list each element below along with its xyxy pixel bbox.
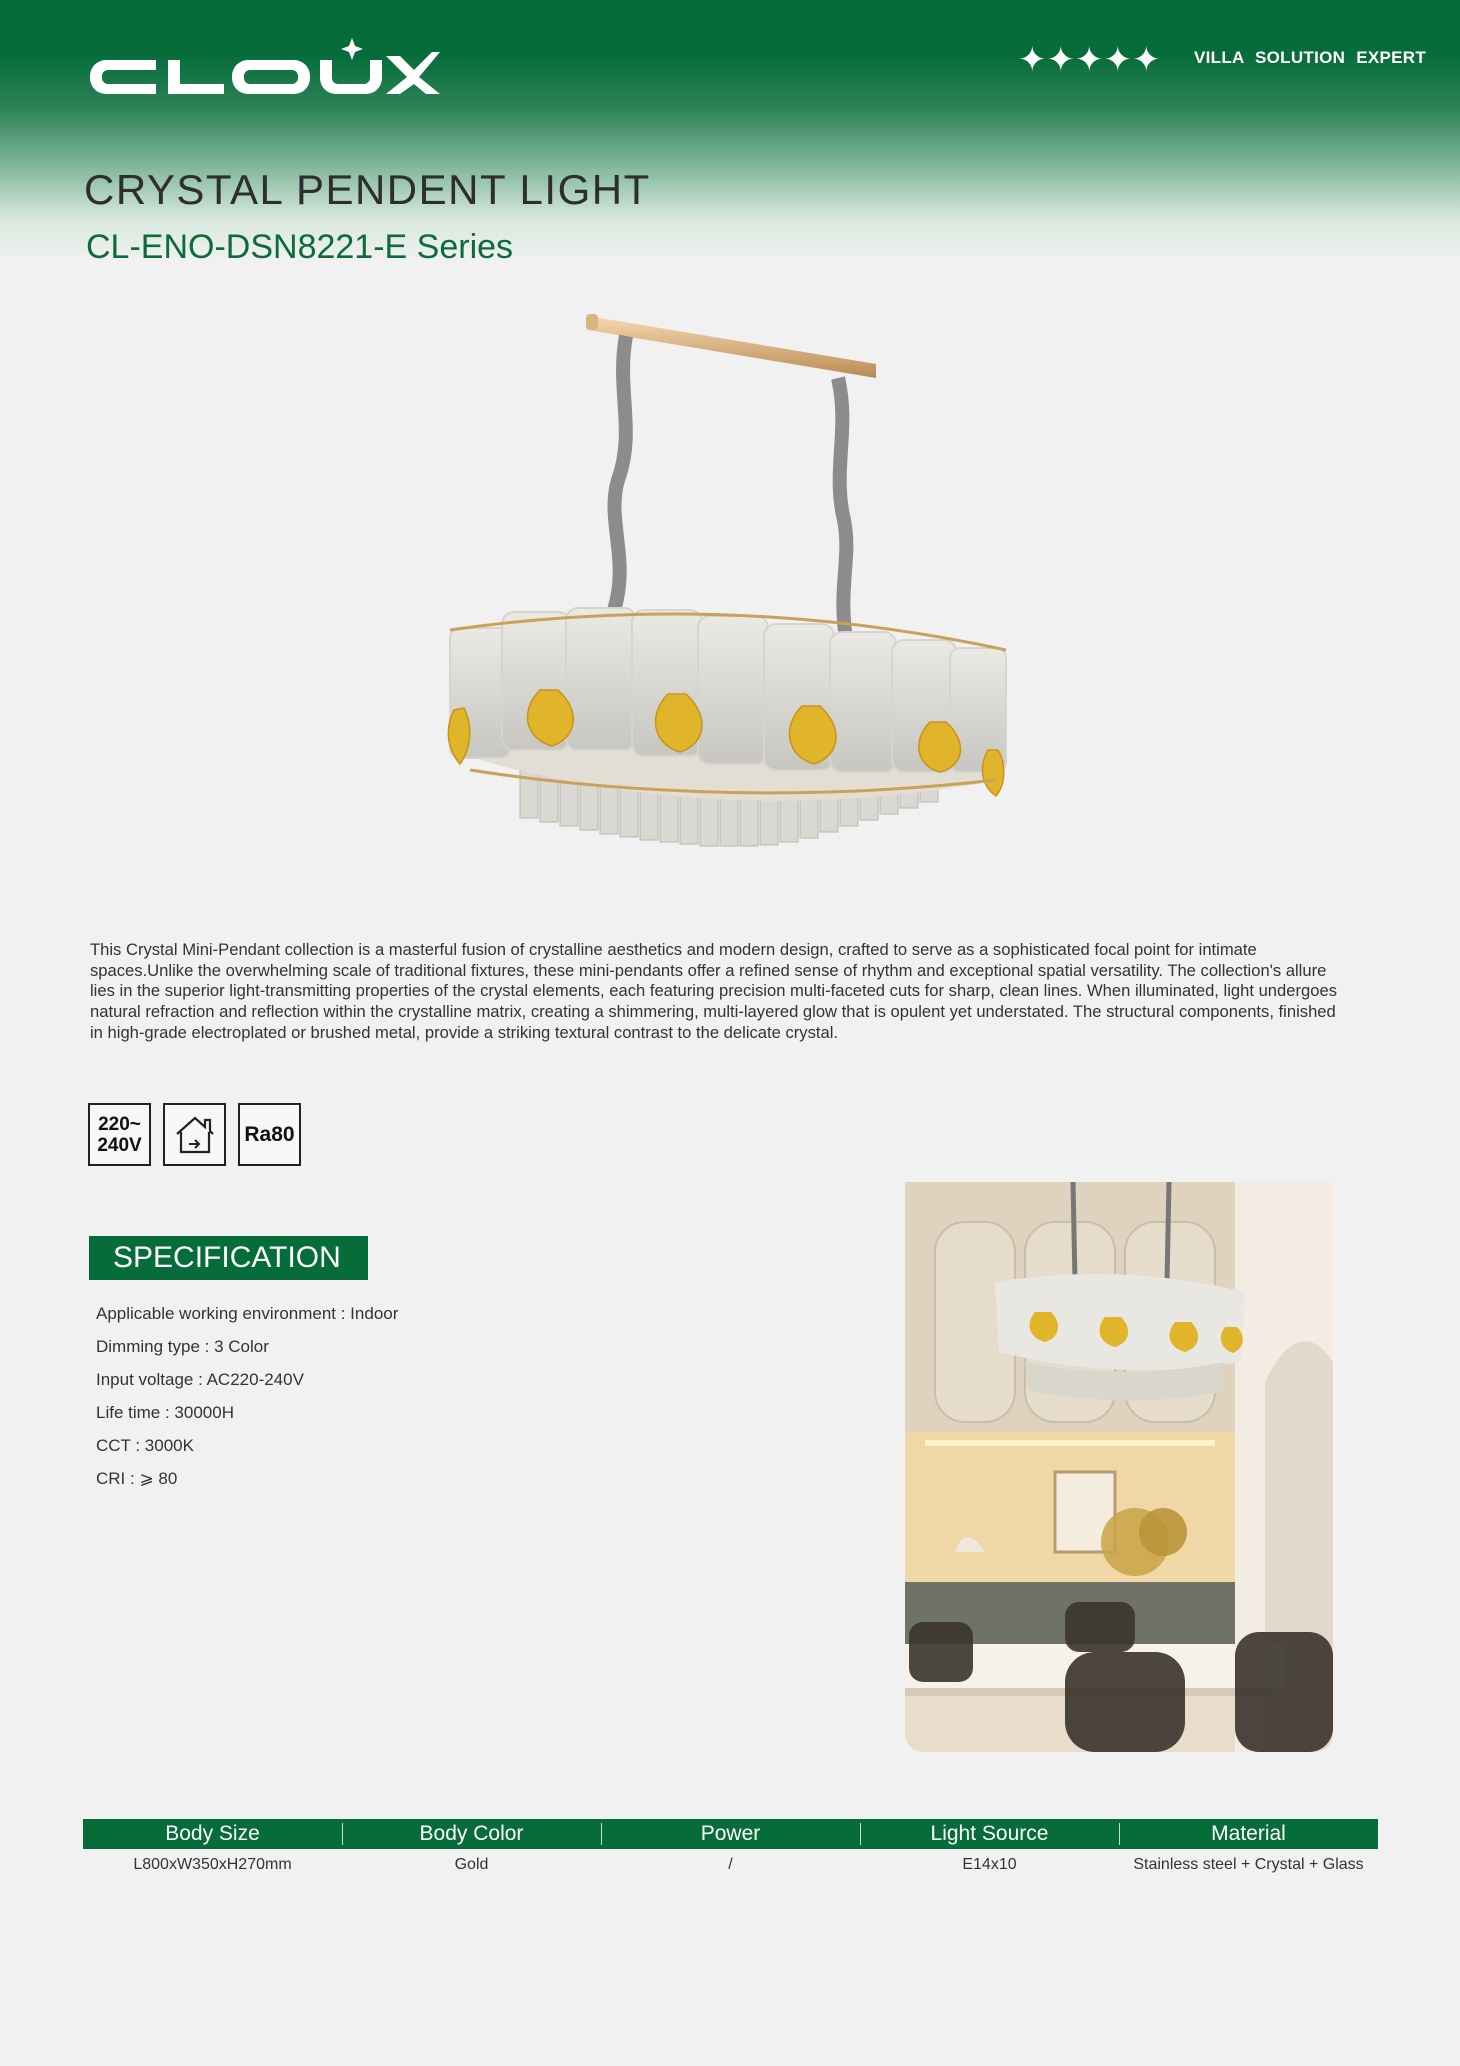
header-power: Power [601, 1819, 860, 1849]
spec-item-dimming: Dimming type : 3 Color [96, 1337, 269, 1356]
spec-item-cct: CCT : 3000K [96, 1436, 194, 1455]
application-photo [905, 1182, 1333, 1752]
spec-table-header [83, 1819, 1378, 1849]
specification-heading: SPECIFICATION [89, 1236, 368, 1280]
brand-tagline: VILLA SOLUTION EXPERT [1194, 48, 1427, 67]
rating-stars: ✦✦✦✦✦ [1018, 41, 1161, 79]
indoor-badge [163, 1103, 226, 1166]
header-body-color: Body Color [342, 1819, 601, 1849]
header-material: Material [1119, 1819, 1378, 1849]
table-row [83, 1856, 1378, 1874]
indoor-house-icon [171, 1112, 219, 1158]
value-body-color: Gold [454, 1856, 489, 1873]
cloux-logo-icon [82, 38, 442, 104]
series-name: CL-ENO-DSN8221-E Series [86, 228, 514, 266]
spec-item-lifetime: Life time : 30000H [96, 1403, 234, 1422]
header-body-size: Body Size [165, 1822, 260, 1845]
chandelier-icon [440, 310, 1020, 870]
value-power: / [728, 1856, 733, 1873]
voltage-line-1: 220~ [98, 1113, 141, 1135]
voltage-badge [88, 1103, 151, 1166]
feature-badges [88, 1103, 301, 1166]
spec-item-cri: CRI : ⩾ 80 [96, 1469, 178, 1488]
value-light-source: E14x10 [962, 1856, 1017, 1873]
page-title: CRYSTAL PENDENT LIGHT [84, 166, 651, 213]
spec-item-environment: Applicable working environment : Indoor [96, 1304, 399, 1323]
spec-item-voltage: Input voltage : AC220-240V [96, 1370, 304, 1389]
value-body-size: L800xW350xH270mm [133, 1856, 292, 1873]
value-material: Stainless steel + Crystal + Glass [1133, 1856, 1364, 1873]
voltage-line-2: 240V [97, 1134, 142, 1156]
header-light-source: Light Source [860, 1819, 1119, 1849]
product-image [440, 310, 1020, 870]
specification-list [96, 1302, 398, 1500]
dining-room-scene-icon [905, 1182, 1333, 1752]
cri-badge: Ra80 [238, 1103, 301, 1166]
brand-logo [82, 38, 442, 104]
product-description: This Crystal Mini-Pendant collection is a masterful fusion of crystalline aesthetics and modern design, crafted to serve as a sophisticated focal point for intimate spaces.Unlike the overwhelming scale of traditional fixtures, these mini-pendants offer a refined sense of rhythm and exceptional spatial versatility. The collection's allure lies in the superior light-transmitting properties of the crystal elements, each featuring precision multi-faceted cuts for sharp, clean lines. When illuminated, light undergoes natural refraction and reflection within the crystalline matrix, creating a shimmering, multi-layered glow that is opulent yet understated. The structural components, finished in high-grade electroplated or brushed metal, provide a striking textural contrast to the delicate crystal. [90, 940, 1337, 1042]
